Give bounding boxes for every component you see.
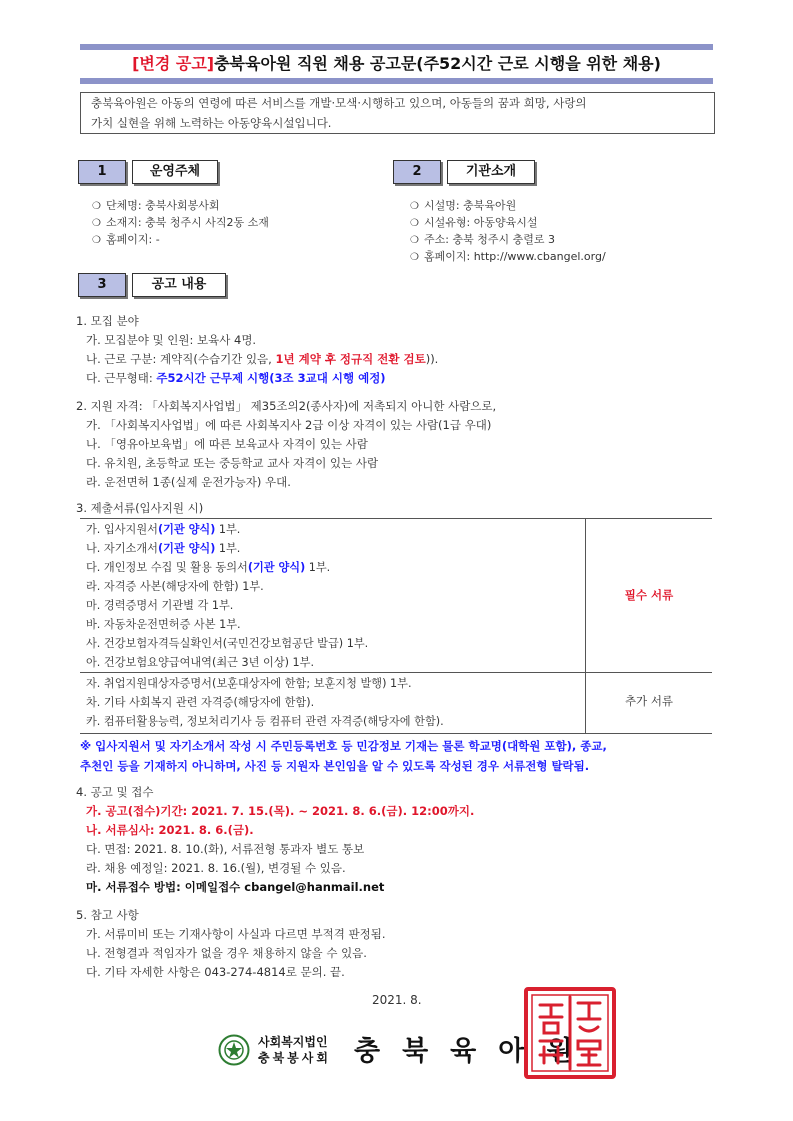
bullet-icon: ❍ <box>410 201 419 212</box>
list-item: ❍ 시설유형: 아동양육시설 <box>410 214 537 232</box>
intro-box <box>80 92 715 134</box>
top-accent-bar <box>80 44 713 50</box>
additional-docs-row <box>80 673 712 733</box>
notes-line: 나. 전형결과 적임자가 없을 경우 채용하지 않을 수 있음. <box>86 946 367 960</box>
table-cell: 마. 경력증명서 기관별 각 1부. <box>86 599 234 612</box>
section-title-announcement: 공고 내용 <box>132 273 226 297</box>
bullet-icon: ❍ <box>92 201 101 212</box>
qualification-line: 가. 「사회복지사업법」에 따른 사회복지사 2급 이상 자격이 있는 사람(1급 우대) <box>86 418 492 432</box>
schedule-heading: 4. 공고 및 접수 <box>76 785 154 799</box>
list-item: ❍ 홈페이지: http://www.cbangel.org/ <box>410 248 606 266</box>
table-cell: 아. 건강보험요양급여내역(최근 3년 이상) 1부. <box>86 656 315 669</box>
qualification-line: 라. 운전면허 1종(실제 운전가능자) 우대. <box>86 475 291 489</box>
schedule-line: 가. 공고(접수)기간: 2021. 7. 15.(목). ~ 2021. 8. 6.(금). 12:00까지. <box>86 804 475 818</box>
list-item: ❍ 시설명: 충북육아원 <box>410 197 516 215</box>
section-number-3: 3 <box>78 273 126 297</box>
required-docs-label: 필수 서류 <box>624 588 674 602</box>
document-date: 2021. 8. <box>372 993 422 1007</box>
notes-line: 가. 서류미비 또는 기재사항이 사실과 다르면 부적격 판정됨. <box>86 927 386 941</box>
list-item: ❍ 주소: 충북 청주시 충렬로 3 <box>410 231 555 249</box>
table-cell: 다. 개인정보 수집 및 활용 동의서(기관 양식) 1부. <box>86 561 331 574</box>
intro-line: 충북육아원은 아동의 연령에 따른 서비스를 개발·모색·시행하고 있으며, 아동들의 꿈과 희망, 사랑의 <box>91 96 587 110</box>
schedule-line: 다. 면접: 2021. 8. 10.(화), 서류전형 통과자 별도 통보 <box>86 842 365 856</box>
recruit-heading: 1. 모집 분야 <box>76 314 139 328</box>
table-cell: 카. 컴퓨터활용능력, 정보처리기사 등 컴퓨터 관련 자격증(해당자에 한함). <box>86 715 444 728</box>
section-title-operator: 운영주체 <box>132 160 218 184</box>
section-number-1: 1 <box>78 160 126 184</box>
section-number-2: 2 <box>393 160 441 184</box>
official-seal-stamp <box>522 985 618 1081</box>
table-cell: 차. 기타 사회복지 관련 자격증(해당자에 한함). <box>86 696 315 709</box>
notes-heading: 5. 참고 사항 <box>76 908 139 922</box>
recruit-line: 가. 모집분야 및 인원: 보육사 4명. <box>86 333 257 347</box>
bullet-icon: ❍ <box>410 218 419 229</box>
required-docs-row <box>80 519 712 673</box>
schedule-line-email: 마. 서류접수 방법: 이메일접수 cbangel@hanmail.net <box>86 880 385 894</box>
table-cell: 가. 입사지원서(기관 양식) 1부. <box>86 523 241 536</box>
bullet-icon: ❍ <box>410 235 419 246</box>
notes-line: 다. 기타 자세한 사항은 043-274-4814로 문의. 끝. <box>86 965 345 979</box>
organization-corp-label: 사회복지법인 충북봉사회 <box>258 1035 331 1065</box>
schedule-line: 라. 채용 예정일: 2021. 8. 16.(월), 변경될 수 있음. <box>86 861 346 875</box>
page-title: [변경 공고]충북육아원 직원 채용 공고문(주52시간 근로 시행을 위한 채용) <box>132 54 661 73</box>
list-item: ❍ 소재지: 충북 청주시 사직2동 소재 <box>92 214 269 232</box>
organization-logo-icon <box>218 1034 250 1066</box>
documents-heading: 3. 제출서류(입사지원 시) <box>76 501 204 515</box>
qualification-heading: 2. 지원 자격: 「사회복지사업법」 제35조의2(종사자)에 저촉되지 아니한 사람으로, <box>76 399 497 413</box>
recruit-line: 나. 근로 구분: 계약직(수습기간 있음, 1년 계약 후 정규직 전환 검토)). <box>86 352 439 366</box>
bullet-icon: ❍ <box>410 252 419 263</box>
organization-name: 충북육아원 <box>354 1036 595 1067</box>
bullet-icon: ❍ <box>92 218 101 229</box>
additional-docs-label: 추가 서류 <box>624 694 674 708</box>
documents-note: ※ 입사지원서 및 자기소개서 작성 시 주민등록번호 등 민감정보 기재는 물론 학교명(대학원 포함), 종교, <box>80 739 607 753</box>
table-cell: 나. 자기소개서(기관 양식) 1부. <box>86 542 241 555</box>
bullet-icon: ❍ <box>92 235 101 246</box>
schedule-line: 나. 서류심사: 2021. 8. 6.(금). <box>86 823 254 837</box>
qualification-line: 나. 「영유아보육법」에 따른 보육교사 자격이 있는 사람 <box>86 437 368 451</box>
table-divider <box>585 519 586 733</box>
qualification-line: 다. 유치원, 초등학교 또는 중등학교 교사 자격이 있는 사람 <box>86 456 379 470</box>
table-cell: 바. 자동차운전면허증 사본 1부. <box>86 618 241 631</box>
table-cell: 사. 건강보험자격득실확인서(국민건강보험공단 발급) 1부. <box>86 637 369 650</box>
intro-line: 가치 실현을 위해 노력하는 아동양육시설입니다. <box>91 116 332 130</box>
list-item: ❍ 홈페이지: - <box>92 231 160 249</box>
section-title-institution: 기관소개 <box>447 160 535 184</box>
title-underline-bar <box>80 78 713 84</box>
recruit-line: 다. 근무형태: 주52시간 근무제 시행(3조 3교대 시행 예정) <box>86 371 386 385</box>
table-cell: 라. 자격증 사본(해당자에 한함) 1부. <box>86 580 264 593</box>
list-item: ❍ 단체명: 충북사회봉사회 <box>92 197 219 215</box>
documents-table <box>80 518 712 734</box>
table-cell: 자. 취업지원대상자증명서(보훈대상자에 한함; 보훈지청 발행) 1부. <box>86 677 412 690</box>
documents-note: 추천인 등을 기재하지 아니하며, 사진 등 지원자 본인임을 알 수 있도록 작성된 경우 서류전형 탈락됨. <box>80 759 590 773</box>
